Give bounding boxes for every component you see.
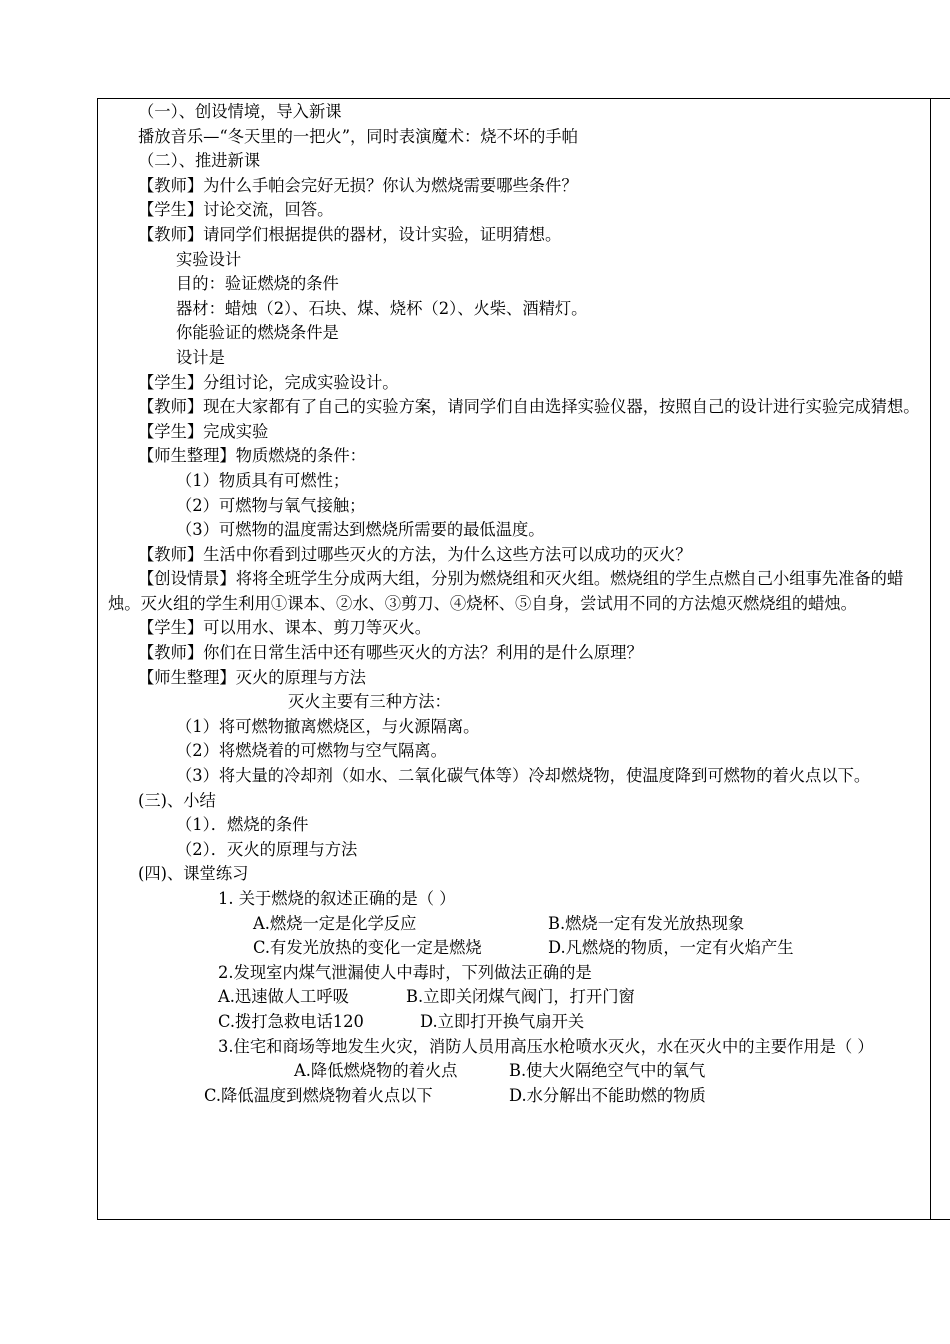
question-3: 3.住宅和商场等地发生火灾，消防人员用高压水枪喷水灭火，水在灭火中的主要作用是（ ） <box>218 1036 874 1056</box>
section-1-title: （一）、创设情境，导入新课 <box>138 102 342 121</box>
section-3-title: (三)、小结 <box>138 790 216 810</box>
lesson-content <box>108 100 924 1108</box>
summary-2-item: （2）将燃烧着的可燃物与空气隔离。 <box>176 741 447 761</box>
teacher-line-5: 【教师】你们在日常生活中还有哪些灭火的方法？利用的是什么原理？ <box>138 643 643 663</box>
question-1-options-row-2 <box>108 936 924 961</box>
student-line-2: 【学生】分组讨论，完成实验设计。 <box>138 372 399 392</box>
question-2-option-d: D.立即打开换气扇开关 <box>420 1011 585 1031</box>
question-3-options-row-2 <box>108 1084 924 1109</box>
scene-setting: 【创设情景】将将全班学生分成两大组，分别为燃烧组和灭火组。燃烧组的学生点燃自己小组事先准备的蜡烛。灭火组的学生利用①课本、②水、③剪刀、④烧杯、⑤自身，尝试用不同的方法熄灭燃烧组的蜡烛。 <box>108 569 904 613</box>
student-line-1: 【学生】讨论交流，回答。 <box>138 200 334 220</box>
section-4-title: (四)、课堂练习 <box>138 864 249 884</box>
design-title: 实验设计 <box>176 249 242 269</box>
design-tools: 器材：蜡烛（2）、石块、煤、烧杯（2）、火柴、酒精灯。 <box>176 298 588 318</box>
teacher-line-3: 【教师】现在大家都有了自己的实验方案，请同学们自由选择实验仪器，按照自己的设计进行实验完成猜想。 <box>138 397 920 417</box>
question-2-options-row-2 <box>108 1010 924 1035</box>
question-2-option-c: C.拨打急救电话120 <box>218 1011 364 1031</box>
student-line-4: 【学生】可以用水、课本、剪刀等灭火。 <box>138 618 432 638</box>
question-1-option-a: A.燃烧一定是化学反应 <box>253 913 417 933</box>
question-1-option-d: D.凡燃烧的物质，一定有火焰产生 <box>548 938 794 958</box>
summary-1-item: （2）可燃物与氧气接触； <box>176 495 366 515</box>
teacher-line-4: 【教师】生活中你看到过哪些灭火的方法，为什么这些方法可以成功的灭火？ <box>138 544 692 564</box>
teacher-line-2: 【教师】请同学们根据提供的器材，设计实验，证明猜想。 <box>138 224 562 244</box>
question-2: 2.发现室内煤气泄漏使人中毒时，下列做法正确的是 <box>218 962 592 982</box>
section-3-item: （2）．灭火的原理与方法 <box>176 839 358 859</box>
summary-1-title: 【师生整理】物质燃烧的条件： <box>138 446 366 466</box>
section-3-item: （1）．燃烧的条件 <box>176 815 309 835</box>
design-plan: 设计是 <box>176 347 225 367</box>
question-2-option-b: B.立即关闭煤气阀门，打开门窗 <box>406 987 635 1007</box>
question-1-options-row-1 <box>108 912 924 937</box>
question-1-option-b: B.燃烧一定有发光放热现象 <box>548 913 745 933</box>
summary-2-item: （3）将大量的冷却剂（如水、二氧化碳气体等）冷却燃烧物，使温度降到可燃物的着火点以下。 <box>176 766 871 786</box>
question-1: 1. 关于燃烧的叙述正确的是（ ） <box>218 889 456 908</box>
student-line-3: 【学生】完成实验 <box>138 421 269 441</box>
lesson-table-right-column <box>931 98 950 1220</box>
question-3-option-b: B.使大火隔绝空气中的氧气 <box>509 1061 706 1081</box>
design-goal: 目的：验证燃烧的条件 <box>176 274 339 294</box>
teacher-line-1: 【教师】为什么手帕会完好无损？你认为燃烧需要哪些条件？ <box>138 175 578 195</box>
question-3-option-a: A.降低燃烧物的着火点 <box>294 1061 458 1081</box>
question-1-option-c: C.有发光放热的变化一定是燃烧 <box>253 938 482 958</box>
summary-1-item: （3）可燃物的温度需达到燃烧所需要的最低温度。 <box>176 520 545 540</box>
question-2-option-a: A.迅速做人工呼吸 <box>218 987 349 1007</box>
summary-2-item: （1）将可燃物撤离燃烧区，与火源隔离。 <box>176 716 480 736</box>
design-condition: 你能验证的燃烧条件是 <box>176 323 339 343</box>
section-1-intro: 播放音乐—“冬天里的一把火”，同时表演魔术：烧不坏的手帕 <box>138 126 578 146</box>
question-3-option-c: C.降低温度到燃烧物着火点以下 <box>204 1085 433 1105</box>
question-3-options-row-1 <box>108 1059 924 1084</box>
question-3-option-d: D.水分解出不能助燃的物质 <box>509 1085 706 1105</box>
question-2-options-row-1 <box>108 985 924 1010</box>
summary-2-subtitle: 灭火主要有三种方法： <box>288 692 451 712</box>
summary-2-title: 【师生整理】灭火的原理与方法 <box>138 667 366 687</box>
summary-1-item: （1）物质具有可燃性； <box>176 470 350 490</box>
section-2-title: （二）、推进新课 <box>138 151 261 171</box>
